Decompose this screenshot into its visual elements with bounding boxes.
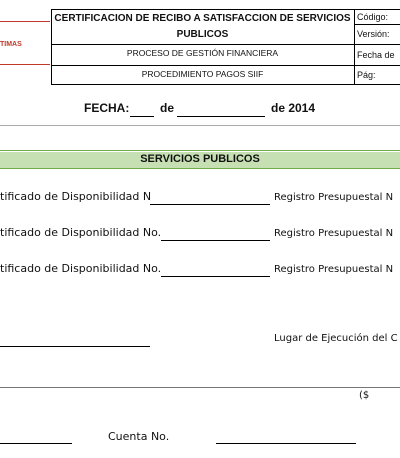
year-text: de 2014 [271,101,316,115]
pag-label: Pág: [357,70,376,80]
amount-prefix: ($ [359,390,370,401]
registro-label-1: Registro Presupuestal N [274,192,394,203]
side-divider-3 [354,65,400,66]
cert-number-blank-2[interactable] [161,240,270,241]
cert-number-blank-1[interactable] [150,204,270,205]
amount-rule [0,387,400,388]
date-section-rule [0,125,400,126]
fecha-field-label: FECHA: [84,101,130,115]
left-field-blank[interactable] [0,346,150,347]
header-bottom-border [51,84,400,85]
lugar-ejecucion-label: Lugar de Ejecución del C [274,333,398,344]
logo-bottom-rule [0,64,50,65]
bottom-left-blank[interactable] [0,443,72,444]
section-bar-top [0,150,400,151]
process-name: PROCESO DE GESTIÓN FINANCIERA [126,48,279,58]
cuenta-blank[interactable] [216,443,356,444]
header-top-border [51,9,400,10]
section-bar-bottom [0,168,400,169]
header-row-divider-2 [51,65,354,66]
cuenta-label: Cuenta No. [108,430,170,443]
date-connector: de [160,101,175,115]
side-divider-2 [354,44,400,45]
month-blank[interactable] [177,116,265,117]
registro-label-3: Registro Presupuestal N [274,264,394,275]
procedure-name: PROCEDIMIENTO PAGOS SIIF [141,69,264,79]
header-row-divider-1 [51,44,354,45]
side-divider-1 [354,24,400,25]
header-right-divider [354,9,355,85]
logo-top-rule [0,21,50,22]
section-title: SERVICIOS PUBLICOS [140,153,260,165]
version-label: Versión: [357,29,390,39]
fecha-label: Fecha de [357,50,395,60]
day-blank[interactable] [130,116,154,117]
cert-label-1: tificado de Disponibilidad N [0,190,152,203]
cert-number-blank-3[interactable] [161,276,270,277]
cert-label-3: tificado de Disponibilidad No. [0,262,162,275]
codigo-label: Código: [357,12,389,22]
document-title: CERTIFICACION DE RECIBO A SATISFACCION DE SERVICIOS PUBLICOS [54,13,351,40]
logo-text: TIMAS [0,41,22,48]
registro-label-2: Registro Presupuestal N [274,228,394,239]
cert-label-2: tificado de Disponibilidad No. [0,226,162,239]
